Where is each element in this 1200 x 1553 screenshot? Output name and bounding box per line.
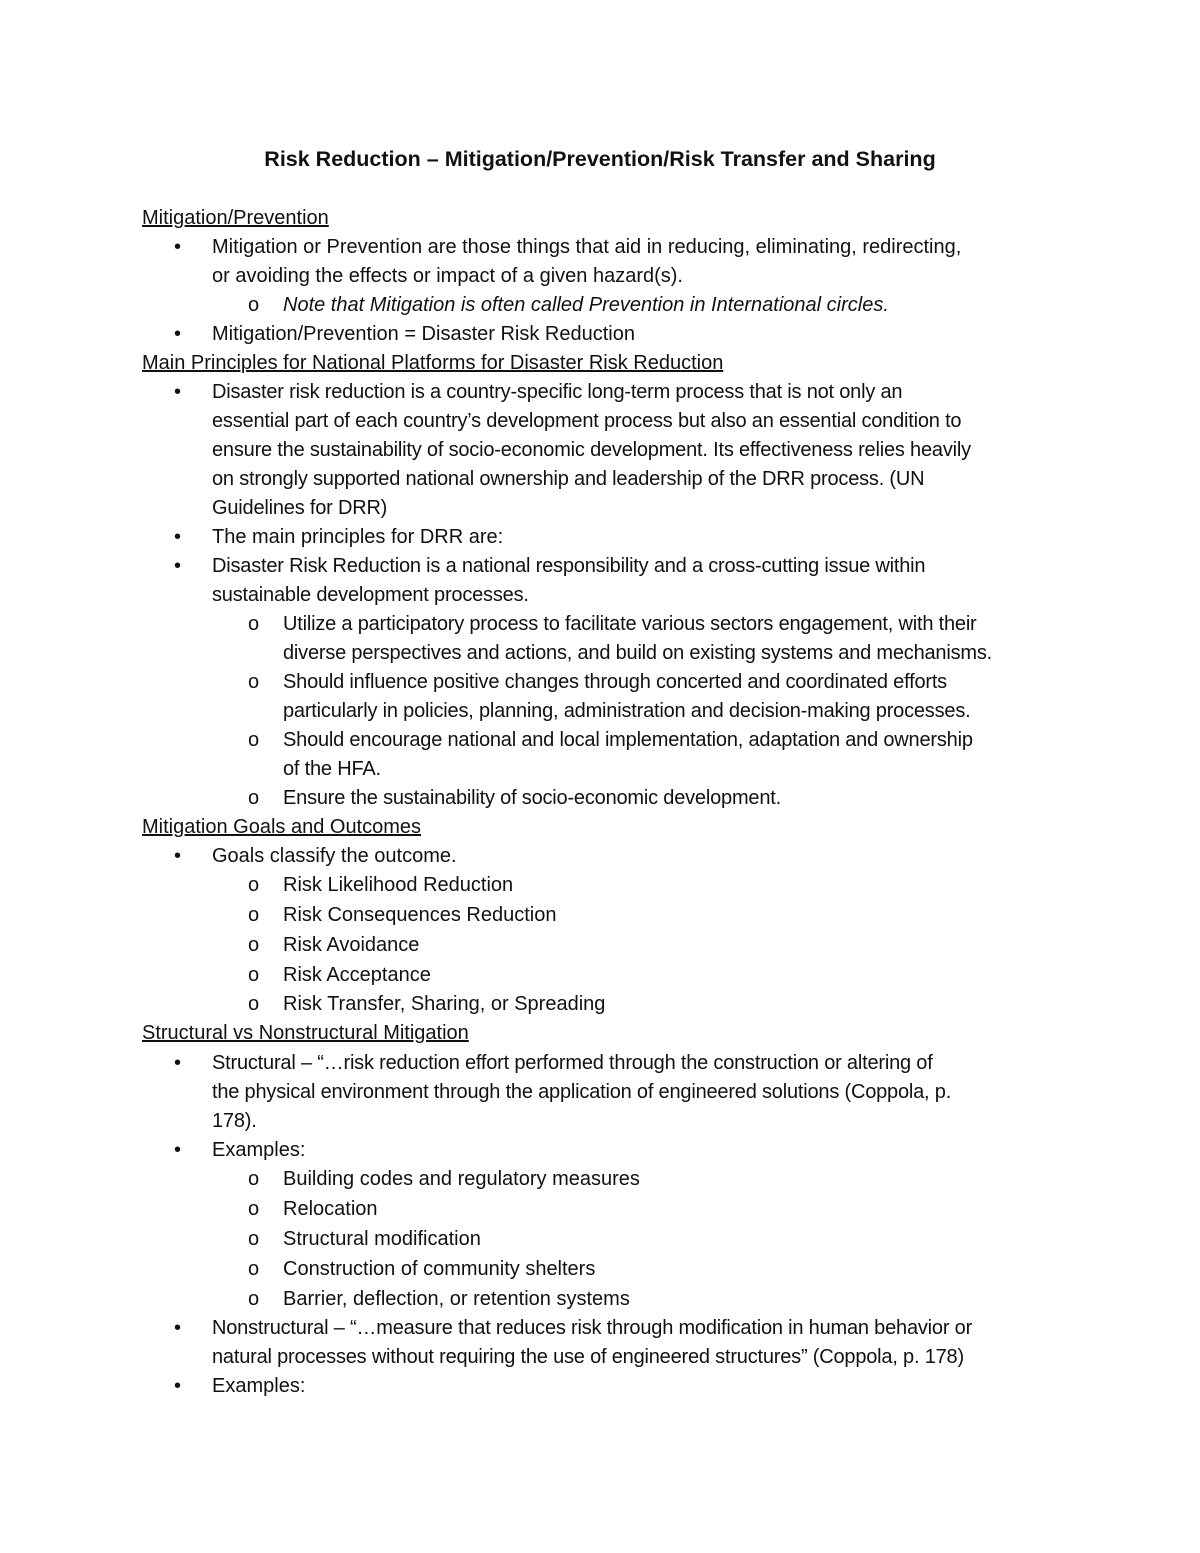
sub-bullet-marker: o [248,294,260,316]
list-item-text: Goals classify the outcome. [212,845,457,867]
bullet-marker: • [174,1375,182,1397]
list-item-text: Examples: [212,1375,306,1397]
list-item-text: sustainable development processes. [212,584,529,606]
sub-item-text: of the HFA. [283,758,381,780]
note-text: Note that Mitigation is often called Prevention in International circles. [283,294,889,316]
bullet-marker: • [174,1139,182,1161]
page-title: Risk Reduction – Mitigation/Prevention/Risk Transfer and Sharing [264,147,936,171]
list-item-text: 178). [212,1110,257,1132]
sub-bullet-marker: o [248,1198,260,1220]
section-heading-goals: Mitigation Goals and Outcomes [142,816,422,838]
list-item-text: or avoiding the effects or impact of a given hazard(s). [212,265,683,287]
list-item-text: ensure the sustainability of socio-economic development. Its effectiveness relies heavily [212,439,971,461]
sub-item-text: Structural modification [283,1228,481,1250]
bullet-marker: • [174,381,182,403]
bullet-marker: • [174,1052,182,1074]
sub-item-text: Should encourage national and local implementation, adaptation and ownership [283,729,973,751]
list-item-text: Disaster Risk Reduction is a national responsibility and a cross-cutting issue within [212,555,926,577]
sub-bullet-marker: o [248,671,260,693]
sub-bullet-marker: o [248,1228,260,1250]
list-item-text: The main principles for DRR are: [212,526,504,548]
bullet-marker: • [174,526,182,548]
sub-item-text: Should influence positive changes through concerted and coordinated efforts [283,671,947,693]
section-heading-principles: Main Principles for National Platforms for Disaster Risk Reduction [142,352,724,374]
section-heading-mitigation: Mitigation/Prevention [142,207,329,229]
sub-bullet-marker: o [248,874,260,896]
bullet-marker: • [174,236,182,258]
list-item-text: on strongly supported national ownership and leadership of the DRR process. (UN [212,468,925,490]
sub-item-text: diverse perspectives and actions, and build on existing systems and mechanisms. [283,642,993,664]
sub-item-text: Risk Acceptance [283,964,431,986]
sub-item-text: Risk Consequences Reduction [283,904,557,926]
sub-bullet-marker: o [248,993,260,1015]
sub-bullet-marker: o [248,787,260,809]
sub-item-text: Relocation [283,1198,378,1220]
bullet-marker: • [174,845,182,867]
bullet-marker: • [174,555,182,577]
list-item-text: Structural – “…risk reduction effort performed through the construction or altering of [212,1052,933,1074]
list-item-text: Guidelines for DRR) [212,497,388,519]
sub-item-text: Risk Likelihood Reduction [283,874,514,896]
sub-bullet-marker: o [248,964,260,986]
sub-bullet-marker: o [248,613,260,635]
bullet-marker: • [174,1317,182,1339]
sub-bullet-marker: o [248,1168,260,1190]
sub-item-text: Building codes and regulatory measures [283,1168,640,1190]
list-item-text: Mitigation/Prevention = Disaster Risk Reduction [212,323,635,345]
list-item-text: Examples: [212,1139,306,1161]
sub-item-text: Utilize a participatory process to facilitate various sectors engagement, with their [283,613,977,635]
sub-item-text: Ensure the sustainability of socio-economic development. [283,787,781,809]
list-item-text: Nonstructural – “…measure that reduces risk through modification in human behavior or [212,1317,973,1339]
section-heading-structural: Structural vs Nonstructural Mitigation [142,1022,469,1044]
sub-item-text: Risk Transfer, Sharing, or Spreading [283,993,606,1015]
list-item-text: essential part of each country’s development process but also an essential condition to [212,410,962,432]
list-item-text: natural processes without requiring the use of engineered structures” (Coppola, p. 178) [212,1346,964,1368]
list-item-text: Disaster risk reduction is a country-specific long-term process that is not only an [212,381,903,403]
sub-bullet-marker: o [248,1288,260,1310]
list-item-text: the physical environment through the application of engineered solutions (Coppola, p. [212,1081,952,1103]
sub-item-text: Risk Avoidance [283,934,420,956]
sub-bullet-marker: o [248,904,260,926]
sub-item-text: Construction of community shelters [283,1258,596,1280]
sub-bullet-marker: o [248,1258,260,1280]
bullet-marker: • [174,323,182,345]
sub-bullet-marker: o [248,934,260,956]
sub-item-text: Barrier, deflection, or retention systems [283,1288,630,1310]
sub-bullet-marker: o [248,729,260,751]
list-item-text: Mitigation or Prevention are those things that aid in reducing, eliminating, redirecting, [212,236,962,258]
sub-item-text: particularly in policies, planning, administration and decision-making processes. [283,700,971,722]
